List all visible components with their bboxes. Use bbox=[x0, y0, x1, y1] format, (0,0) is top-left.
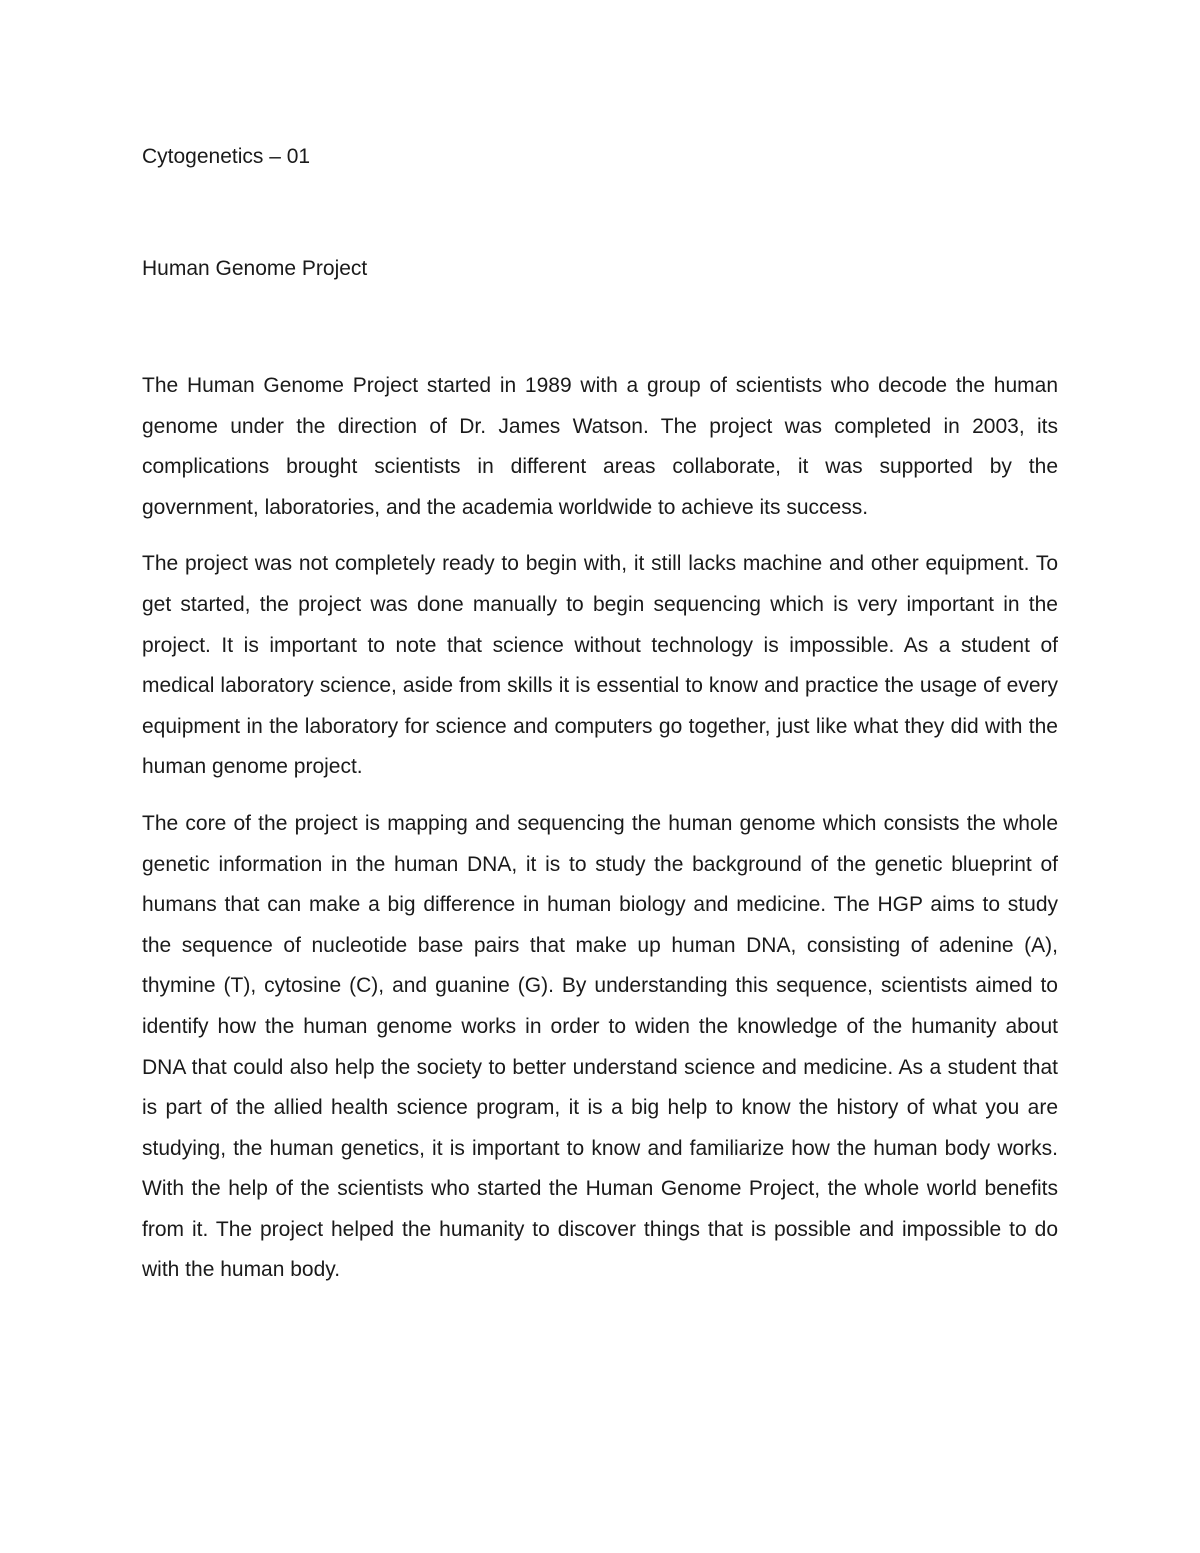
paragraph-2: The project was not completely ready to begin with, it still lacks machine and other equipment. To get started, the project was done manually to begin sequencing which is very important in the project. It is important to note that science without technology is impossible. As a student of medical laboratory science, aside from skills it is essential to know and practice the usage of every equipment in the laboratory for science and computers go together, just like what they did with the human genome project. bbox=[142, 552, 1058, 779]
paragraph-1: The Human Genome Project started in 1989 with a group of scientists who decode the human genome under the direction of Dr. James Watson. The project was completed in 2003, its complications brought scientists in different areas collaborate, it was supported by the government, laboratories, and the academia worldwide to achieve its success. bbox=[142, 374, 1058, 519]
paragraph-3: The core of the project is mapping and sequencing the human genome which consists the whole genetic information in the human DNA, it is to study the background of the genetic blueprint of humans that can make a big difference in human biology and medicine. The HGP aims to study the sequence of nucleotide base pairs that make up human DNA, consisting of adenine (A), thymine (T), cytosine (C), and guanine (G). By understanding this sequence, scientists aimed to identify how the human genome works in order to widen the knowledge of the humanity about DNA that could also help the society to better understand science and medicine. As a student that is part of the allied health science program, it is a big help to know the history of what you are studying, the human genetics, it is important to know and familiarize how the human body works. With the help of the scientists who started the Human Genome Project, the whole world benefits from it. The project helped the humanity to discover things that is possible and impossible to do with the human body. bbox=[142, 811, 1058, 1282]
subject-label: Cytogenetics – 01 bbox=[142, 145, 311, 168]
document-body bbox=[142, 366, 1058, 1307]
document-title: Human Genome Project bbox=[142, 257, 368, 280]
